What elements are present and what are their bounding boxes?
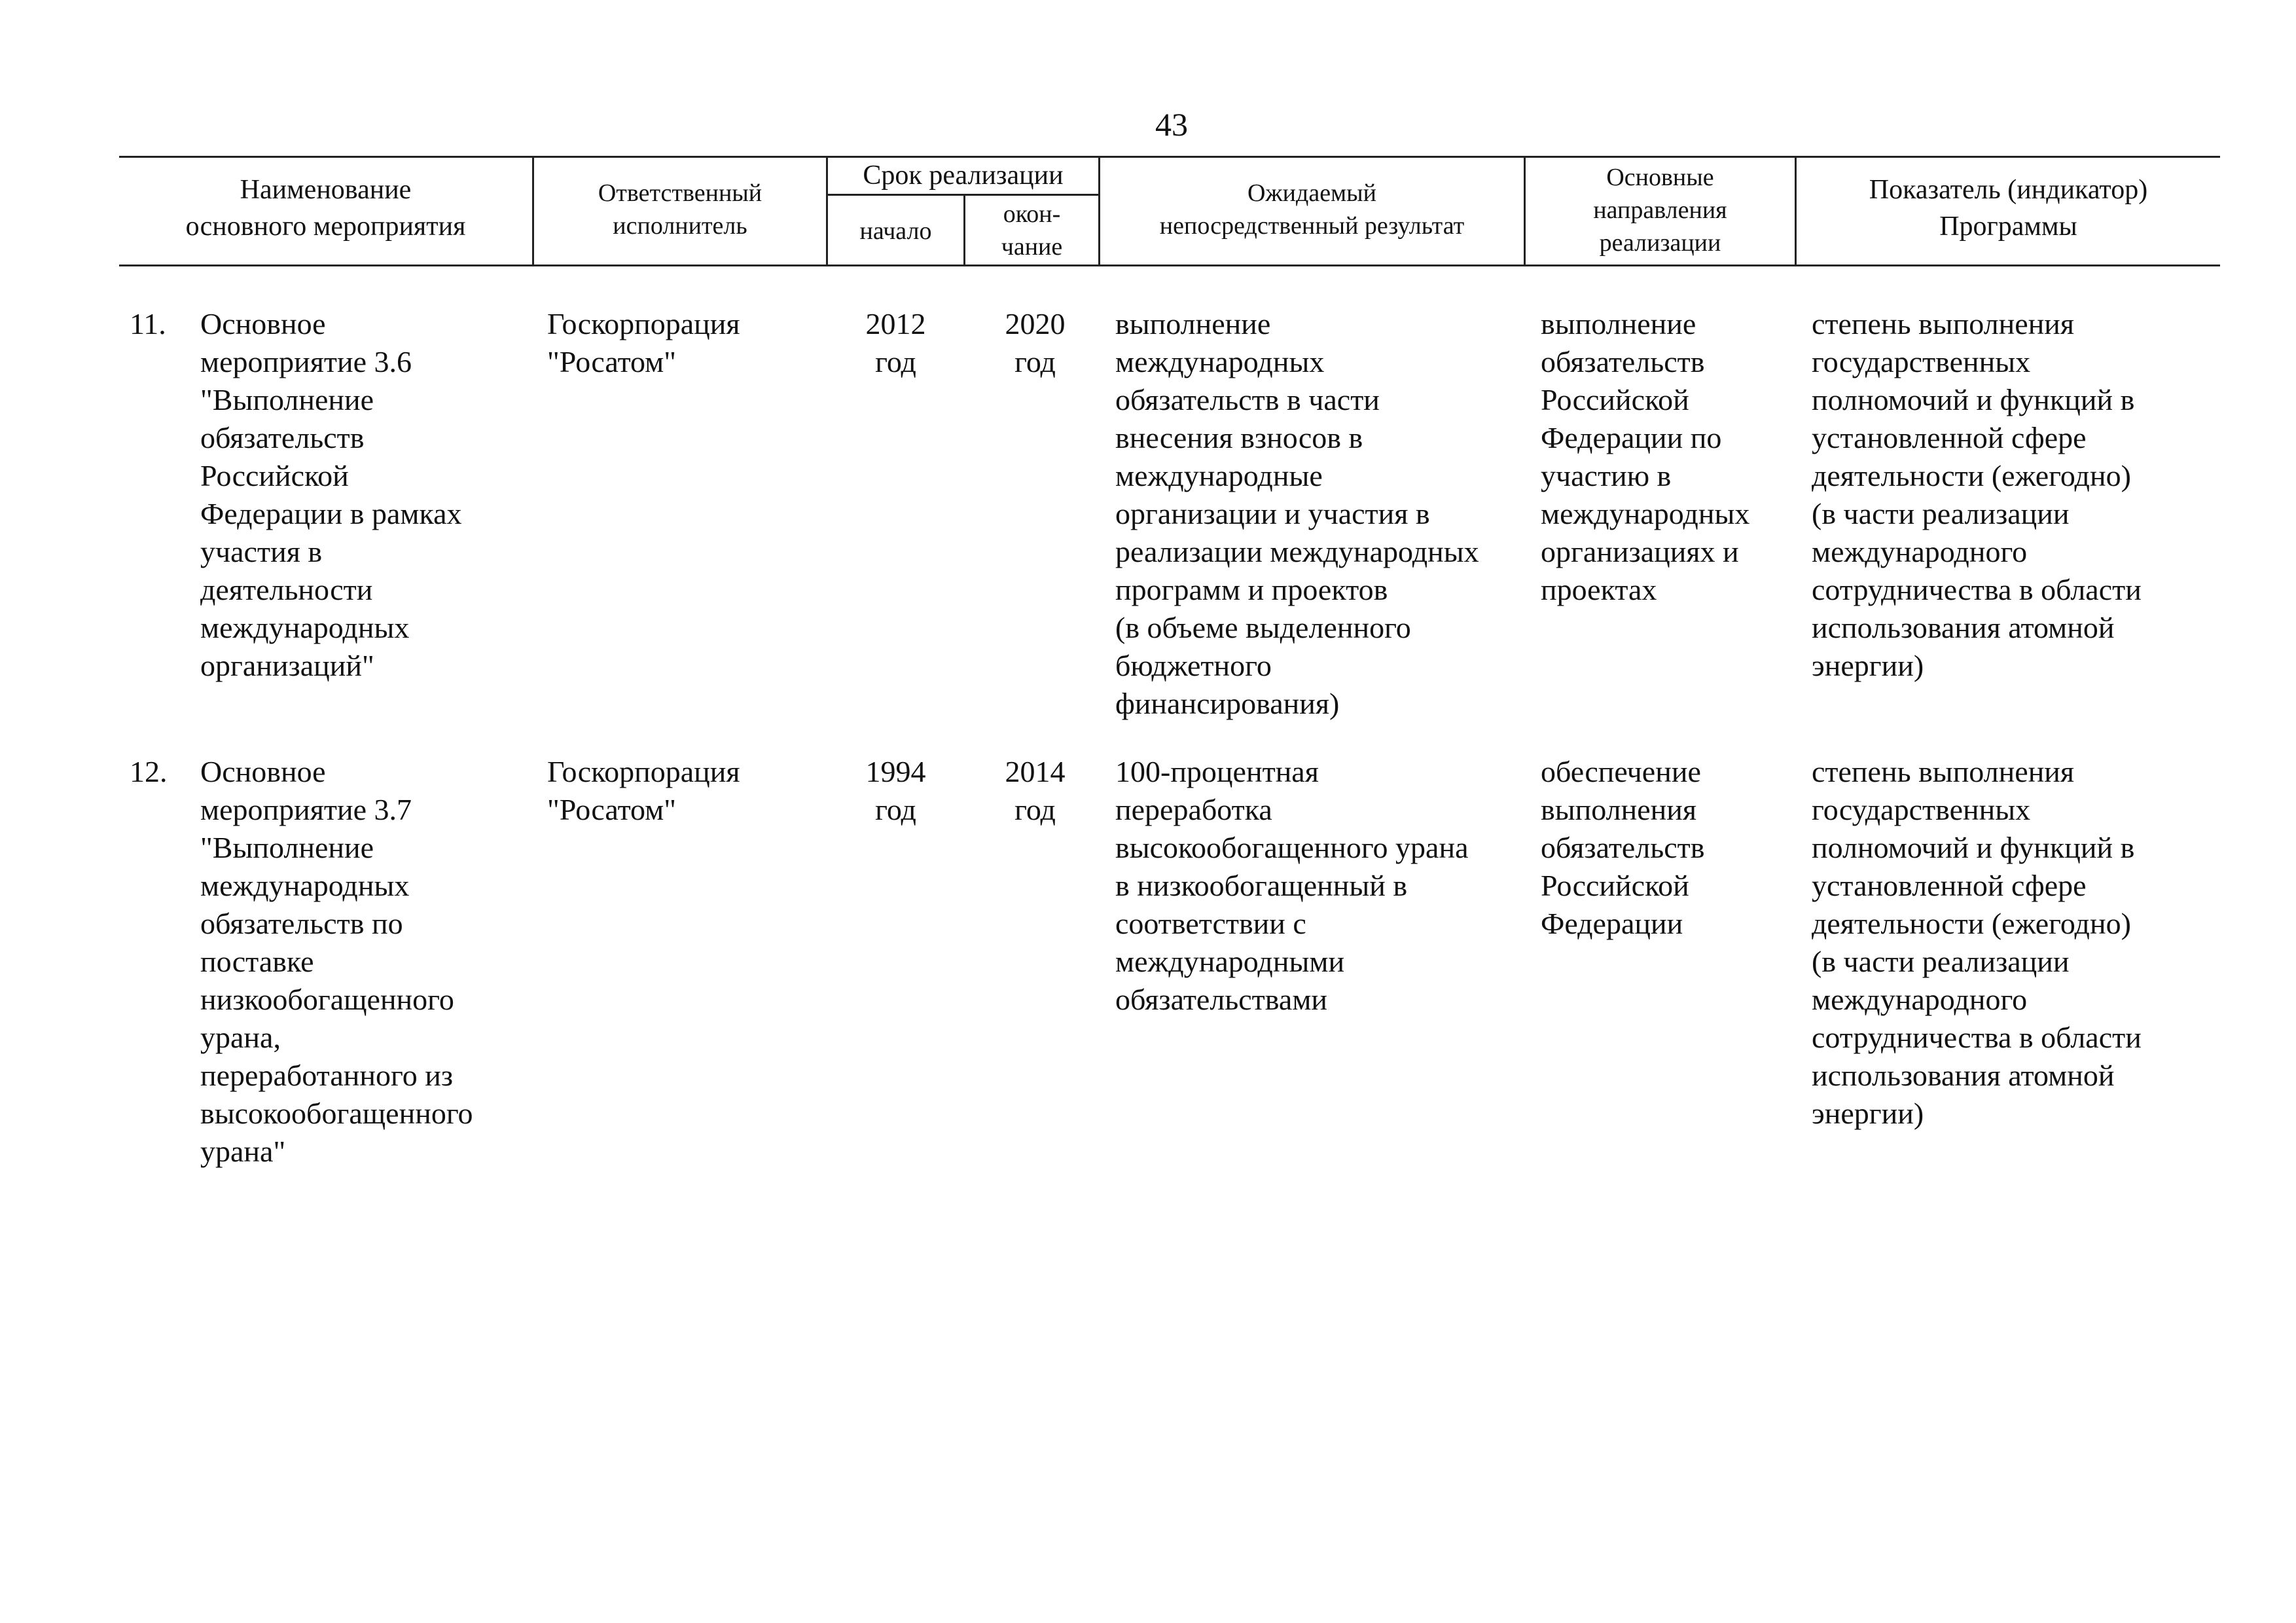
row-name: Основное мероприятие 3.6 "Выполнение обязательств Российской Федерации в рамках участия в деятельности международных организаций" xyxy=(200,307,462,682)
row-executor: Госкорпорация "Росатом" xyxy=(547,307,740,378)
row-name: Основное мероприятие 3.7 "Выполнение международных обязательств по поставке низкообогащенного урана, переработанного из высокообогащенного урана" xyxy=(200,755,473,1168)
header-indicator: Показатель (индикатор) Программы xyxy=(1869,175,2148,242)
page-number: 43 xyxy=(1155,106,1188,143)
row-number: 12. xyxy=(130,755,168,788)
header-name: Наименование основного мероприятия xyxy=(185,175,466,242)
row-directions: выполнение обязательств Российской Федерации по участию в международных организациях и проектах xyxy=(1541,307,1750,606)
row-end: 2014 год xyxy=(1005,755,1066,826)
row-end: 2020 год xyxy=(1005,307,1066,378)
row-number: 11. xyxy=(130,307,166,340)
header-end: окон- чание xyxy=(1001,200,1063,261)
term-subheader-rule xyxy=(826,194,1100,196)
row-result: 100-процентная переработка высокообогащенного урана в низкообогащенный в соответствии с международными обязательствами xyxy=(1115,755,1469,1016)
row-executor: Госкорпорация "Росатом" xyxy=(547,755,740,826)
row-indicator: степень выполнения государственных полномочий и функций в установленной сфере деятельности (ежегодно) (в части реализации международного сотрудничества в области использования атомной энергии) xyxy=(1812,755,2142,1130)
header-result: Ожидаемый непосредственный результат xyxy=(1159,179,1465,240)
header-start: начало xyxy=(859,217,932,245)
row-indicator: степень выполнения государственных полномочий и функций в установленной сфере деятельности (ежегодно) (в части реализации международного сотрудничества в области использования атомной энергии) xyxy=(1812,307,2142,682)
row-directions: обеспечение выполнения обязательств Российской Федерации xyxy=(1541,755,1705,940)
row-start: 2012 год xyxy=(865,307,926,378)
row-start: 1994 год xyxy=(865,755,926,826)
row-result: выполнение международных обязательств в части внесения взносов в международные организации и участия в реализации международных программ и проектов (в объеме выделенного бюджетного финансирования) xyxy=(1115,307,1479,720)
header-top-rule xyxy=(119,156,2220,158)
header-term: Срок реализации xyxy=(863,160,1064,191)
header-bottom-rule xyxy=(119,264,2220,266)
header-executor: Ответственный исполнитель xyxy=(598,179,762,240)
header-directions: Основные направления реализации xyxy=(1593,164,1727,257)
